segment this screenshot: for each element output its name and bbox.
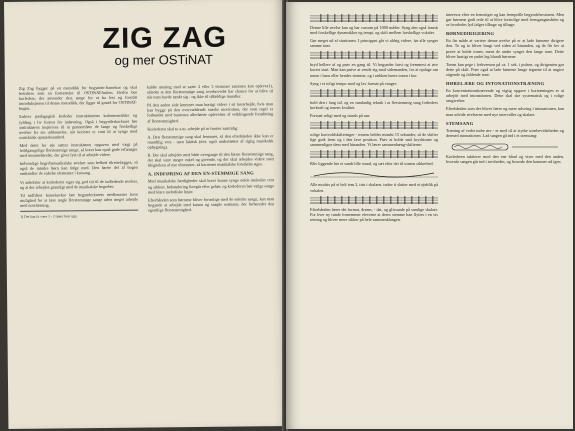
right-column-1 xyxy=(310,12,438,225)
paragraph: Bliv liggende her et sundt lille stund, og sæt efter det til tonens sikkerhed. xyxy=(310,161,434,167)
paragraph: bryd hellere af og prøv en gang til. Vi begynder først og fremmest at øve korets start. Man kan prøve at vende sig mod sidemanden, for at opdage om tonen i hans eller hendes stemme, og i rækken høres tonen i kor. xyxy=(310,62,438,78)
lyrics-text: Denne lille øvelse kan og har varsom på 1000 måder. Syng den også fransk med forskellige dynamikker og tempi, og skift mellem forskellige vokaler. xyxy=(310,25,438,36)
music-staff xyxy=(310,150,438,158)
music-staff xyxy=(310,89,438,97)
paragraph: Tonen kan pege i frekvensen på ca. 1 sek. i pulsen, og dirigenten gør dette på skift. Prøv også at lade børnene bruge tegnene til at angive stigende og faldende tone. xyxy=(446,61,564,77)
section-heading: HØRELÆRE OG INTONATIONSTRÆNING xyxy=(446,81,545,87)
music-staff xyxy=(310,51,438,59)
music-staff xyxy=(310,196,438,204)
paragraph: interesse efter en fremstiger og kan fremprille begyndelsestonen. Men gør børnene godt rede til at blive fortrolige med fremgangsmåden og se hvorledes lyd følger tilbage og tilbage. xyxy=(446,12,564,28)
left-page xyxy=(4,0,289,429)
footnote-divider xyxy=(20,210,138,212)
paragraph: På den anden side kommer man hurtigt videre i sit korarbejde, hvis man kan bygge på den overvældende stærke motivation, der som regel er forbundet med barnenes allerførste oplevelser af velklingende fremføring af flerstemmighed. xyxy=(147,101,274,124)
intro-paragraph: Zig Zag bygger på en metodikk for begynder-barnekor og skal betraktes som en fortsettelse til OSTINAT-boken. Derfor bør korledere, der anvender den, sørge for at ha lest og forstått introduksjonen til denne metodikk, der ligger til grund for OSTINAT-bogen. xyxy=(18,84,138,112)
paragraph: Enhver pædagogisk korleder instruktionens kolonnenrække og fylding i liv forrest for indøvning. Også i begynderkorkoret bør instruktøren inspireres til at gennemføre de lange og forskellige øvelser fra sin uddannelse, når korister er vant til at synge med musikalsk opmærksomhed. xyxy=(19,113,138,140)
paragraph: Efterhånden som der bliver færre og mere udsving i intonationen, kan man udvide øvelserne med nye intervaller og skalaer. xyxy=(446,106,564,117)
left-column-1 xyxy=(19,85,138,222)
paragraph: hold den i lang tid, og en sundanlig teknik i at flerstemmig sang forbedres korkraft og tonens kvalitet. xyxy=(310,99,438,110)
paragraph: Med dette for øje sætter instruktøren opgaven med vægt på lettilgængelige flerstemmige sange, så koret kan opnå gode erfaringer med stemmeførelse, der giver lyst til at arbejde videre. xyxy=(19,141,138,158)
music-staff xyxy=(310,121,438,129)
paragraph: Korlederen skal to a.m. arbejde på to fronter samtidig: xyxy=(147,125,239,132)
music-staff xyxy=(310,14,438,22)
list-item-a: A. Den flerstemmige sang skal fremmes, så den efterhånden ikke kun er mundtlig vers - men faktisk (dvs. også understøttet af rigtig musikalsk opbygning). xyxy=(147,132,274,150)
paragraph: Indvendige begrebsmusikalske øvelser som helhed tilrettelægges, så også de mindre børn kan følge med. Den første del af bogen omhandler de enkelte elementer i korsang. xyxy=(19,159,138,177)
paragraph: Syng i et roligt tempo mod og lav format på vanger: xyxy=(310,80,398,86)
list-item-b: B. Der skal arbejdes med både overgange til den første flerstemmige sang, der skal være meget enkel og givende, og der skal arbejdes videre med tilegnelsen af nye elementer, så barnenes musikalske forståelse øges. xyxy=(147,151,274,168)
section-heading: STEMSANG xyxy=(446,120,474,126)
glissando-figure xyxy=(310,169,438,179)
paragraph: Gør meget ud af starttonen. I princippet går vi aldrig videre, før alle synger samme tone. xyxy=(310,38,438,49)
page-subtitle: og mer OSTiNAT xyxy=(114,51,213,68)
paragraph: rolige kortvoldskifteringer - tonens heldes mindst 15 sekunder, så de skifter lige godt frem og i den lave position. Prøv at holde små krydstoner og sammenligne dem med hinanden. Vi lærer sammenhæng-skifterne: xyxy=(310,132,438,148)
paragraph: Efterhånden som børnene bliver fortrolige med de enkelte sange, kan man begynde at arbejde med kanon og simple ostinater, der forbereder den egentlige flerstemmighed. xyxy=(148,195,275,213)
left-column-2 xyxy=(147,83,274,215)
paragraph: En koncentrationskrævende og vigtig opgave i kortræningen er at arbejde med intonationen. Dette skal ske systematisk og i rolige omgivelser. xyxy=(446,88,564,104)
paragraph: Korlederen taktierer mod den ene hånd og viser med den anden, hvornår sangen går ind i tavsheden, og hvornår den kommer ud igen. xyxy=(446,153,564,164)
paragraph: Efterhånden lærer det format, drøms, - dat, og glissande på samlige skalaer. For hver ny runde fornemmer eleverne at deres stemme kan flyttes i en vis retning og bliver mere sikker på hele sammenklangen. xyxy=(310,206,438,222)
paragraph: Træning af vedet indre øre - er med til at styrke tonebevidstheden og dermed intonationen. Lad sangen gå ind i et stemsang: xyxy=(446,127,564,138)
paragraph: En fin måde at variere denne øvelse på er at lade børnene dirigere den. To og to bliver brugt ved siden af hinanden, og de får lov at prøve at holde tonen, mens de andre synger den lange tone. Dette bliver hurtigt en yndet leg blandt børnene. xyxy=(446,38,564,59)
section-heading: BØRNEDIRIGERING xyxy=(446,31,495,37)
paragraph: Alle modsts på et helt tem 2, trin i skalaen, indøv ti slutter med et øjeblik på vokalen. xyxy=(310,182,438,193)
paragraph: Med musikalske færdigheder skal koret kunne synge enkle melodier rent og sikkert. Indstudering foregår efter gehør, og korlederen bør vælge sange med klare melodiske linjer. xyxy=(147,177,274,195)
section-heading: A. INDFØRING AF DEN EN-STEMMIGE SANG xyxy=(147,170,254,177)
right-page xyxy=(286,2,573,429)
paragraph: Til indfiltret barnekorkor bør begynderkorets medlemmer have mulighed for at lære nogle flerstemmige sange uden meget arbejde med notelæsning. xyxy=(19,191,139,208)
paragraph: Fortsæt roligt med og stands på uns xyxy=(310,112,370,118)
paragraph: Vi anbefaler at korlederen tager sig god tid til de indledende øvelser, og at der arbejdes grundigt med de musikalske begreber. xyxy=(19,178,138,190)
footnote: 1) Det kan fx være 1 - 2 timer hver uge. xyxy=(20,213,78,219)
hum-figure xyxy=(446,141,564,151)
right-column-2 xyxy=(446,12,564,167)
paragraph: kaldte mening med at sætte 2 eller 3 stemmer sammen kan opleves1), således at den flerstemmige sang overhovedet har chance for at blive til når man havde tænkt sig - og ikke til tilfældige mundler. xyxy=(146,83,273,100)
page-title: ZIG ZAG xyxy=(102,21,228,55)
